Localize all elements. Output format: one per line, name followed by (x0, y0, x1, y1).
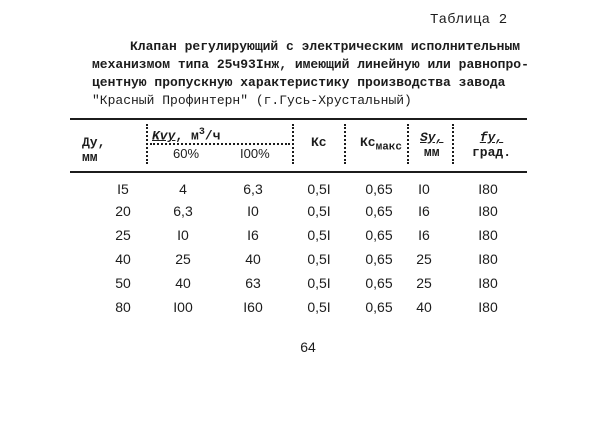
cell-sy: 40 (416, 299, 432, 315)
column-separator (407, 124, 409, 164)
cell-kvy-60: 25 (175, 251, 191, 267)
cell-kvy-100: 6,3 (243, 181, 263, 197)
column-separator (452, 124, 454, 164)
cell-du: 20 (115, 203, 131, 219)
cell-kc: 0,5I (307, 203, 331, 219)
header-du-label: Ду, (82, 135, 106, 150)
cell-du: 25 (115, 227, 131, 243)
cell-sy: I6 (418, 203, 430, 219)
header-du (82, 135, 105, 165)
cell-sy: I0 (418, 181, 430, 197)
header-kvy-unit-suffix: /ч (204, 128, 221, 144)
table-number-label: Таблица 2 (430, 12, 508, 28)
cell-sy: I6 (418, 227, 430, 243)
table-row (0, 181, 616, 201)
cell-sy: 25 (416, 251, 432, 267)
page-number: 64 (300, 339, 316, 355)
header-kvy (152, 125, 220, 143)
header-kc-max (360, 135, 402, 156)
cell-kvy-60: I0 (177, 227, 189, 243)
cell-kvy-60: I00 (173, 299, 193, 315)
header-sy-label: Sy, (420, 130, 444, 145)
cell-kc-max: 0,65 (365, 299, 393, 315)
header-kc-max-label: Кс (360, 135, 376, 150)
header-kvy-100: I00% (240, 146, 270, 161)
cell-kc-max: 0,65 (365, 203, 393, 219)
cell-fy: I80 (478, 275, 498, 291)
cell-du: I5 (117, 181, 129, 197)
cell-kvy-100: I6 (247, 227, 259, 243)
header-kvy-unit-exponent: 3 (198, 127, 205, 138)
caption-line-4: "Красный Профинтерн" (г.Гусь-Хрустальный) (92, 93, 412, 108)
header-kvy-label: Kvy (152, 128, 176, 144)
cell-kvy-60: 4 (179, 181, 187, 197)
cell-kc: 0,5I (307, 251, 331, 267)
table-row (0, 203, 616, 223)
cell-kvy-100: 40 (245, 251, 261, 267)
header-kvy-subrule (150, 143, 290, 145)
header-fy-label: fy, (479, 130, 504, 145)
column-separator (344, 124, 346, 164)
cell-kc: 0,5I (307, 227, 331, 243)
cell-du: 80 (115, 299, 131, 315)
cell-kc: 0,5I (307, 181, 331, 197)
cell-kc: 0,5I (307, 275, 331, 291)
column-separator (292, 124, 294, 164)
cell-fy: I80 (478, 251, 498, 267)
cell-du: 40 (115, 251, 131, 267)
cell-kvy-100: 63 (245, 275, 261, 291)
table-row (0, 227, 616, 247)
cell-kvy-100: I60 (243, 299, 263, 315)
caption-line-2: механизмом типа 25ч93Iнж, имеющий линейную или равнопро- (92, 57, 529, 72)
cell-kc-max: 0,65 (365, 275, 393, 291)
header-kvy-60: 60% (173, 146, 200, 161)
header-fy (472, 130, 511, 160)
header-sy-unit: мм (423, 145, 440, 160)
header-kc-max-subscript: макс (375, 141, 403, 154)
table-header-rule (70, 171, 527, 173)
cell-kvy-100: I0 (247, 203, 259, 219)
cell-fy: I80 (478, 181, 498, 197)
cell-kvy-60: 40 (175, 275, 191, 291)
header-fy-unit: град. (472, 145, 512, 160)
table-top-rule (70, 118, 527, 120)
cell-kc-max: 0,65 (365, 181, 393, 197)
table-caption (92, 38, 532, 110)
header-du-unit: мм (82, 150, 98, 165)
cell-du: 50 (115, 275, 131, 291)
header-kvy-unit: , м (175, 128, 199, 144)
cell-kc-max: 0,65 (365, 251, 393, 267)
column-separator (146, 124, 148, 164)
header-kc: Кс (311, 135, 327, 150)
caption-line-1: Клапан регулирующий с электрическим исполнительным (130, 39, 521, 54)
header-sy (420, 130, 443, 160)
cell-kc: 0,5I (307, 299, 331, 315)
cell-fy: I80 (478, 299, 498, 315)
cell-kc-max: 0,65 (365, 227, 393, 243)
table-row (0, 251, 616, 271)
table-row (0, 275, 616, 295)
cell-sy: 25 (416, 275, 432, 291)
table-row (0, 299, 616, 319)
cell-kvy-60: 6,3 (173, 203, 193, 219)
caption-line-3: центную пропускную характеристику производства завода (92, 75, 506, 90)
cell-fy: I80 (478, 203, 498, 219)
cell-fy: I80 (478, 227, 498, 243)
